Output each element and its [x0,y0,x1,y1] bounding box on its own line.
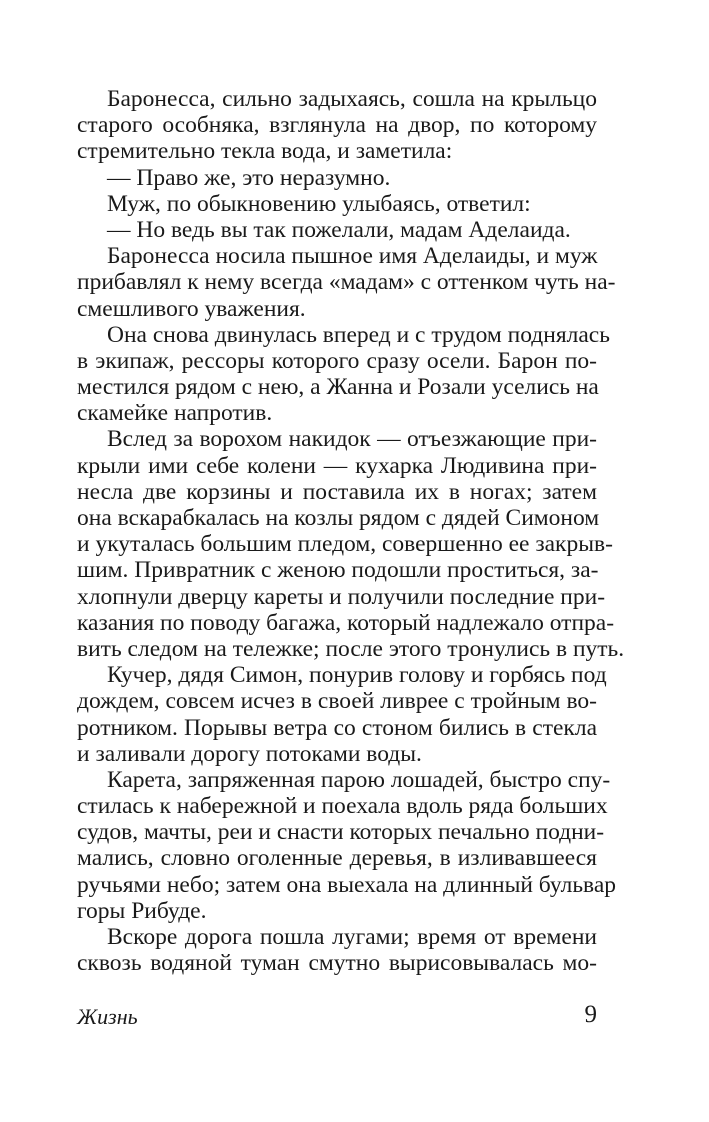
text-line: местился рядом с нею, а Жанна и Розали уселись на [77,374,599,401]
text-line: — Право же, это неразумно. [107,164,391,191]
paragraph [77,191,597,217]
text-line: Вскоре дорога пошла лугами; время от времени [107,924,597,950]
text-line: и укуталась большим пледом, совершенно ее закрыв- [77,531,613,558]
text-line: Кучер, дядя Симон, понурив голову и горбясь под [107,662,607,689]
paragraph [77,165,597,191]
paragraph [77,86,597,165]
text-line: сквозь водяной туман смутно вырисовывалась мо- [77,950,597,977]
text-line: казания по поводу багажа, который надлежало отпра- [77,609,615,636]
running-title: Жизнь [77,1004,138,1029]
text-line: смешливого уважения. [77,295,306,322]
paragraph [77,243,616,322]
text-line: скамейке напротив. [77,400,273,427]
text-line: в экипаж, рессоры которого сразу осели. Барон по- [77,347,597,374]
text-line: она вскарабкалась на козлы рядом с дядей Симоном [77,505,600,531]
text-line: хлопнули дверцу кареты и получили последние при- [77,583,606,610]
text-line: Баронесса, сильно задыхаясь, сошла на крыльцо [107,86,597,112]
text-line: Карета, запряженная парою лошадей, быстро спу- [107,766,611,793]
text-line: Муж, по обыкновению улыбаясь, ответил: [107,190,531,217]
text-line: крыли ими себе колени — кухарка Людивина при- [77,452,597,479]
text-line: дождем, совсем исчез в своей ливрее с тройным во- [77,688,597,715]
text-line: Она снова двинулась вперед и с трудом поднялась [107,321,610,348]
paragraph [77,321,610,427]
text-line: вить следом на тележке; после этого тронулись в путь. [77,635,625,662]
paragraph [77,924,597,976]
page-number: 9 [584,1001,597,1028]
text-line: — Но ведь вы так пожелали, мадам Аделаида. [107,216,571,243]
paragraph [77,426,625,662]
text-line: старого особняка, взглянула на двор, по которому [77,112,597,139]
paragraph [77,662,607,767]
text-line: и заливали дорогу потоками воды. [77,740,422,767]
text-line: ротником. Порывы ветра со стоном бились в стекла [77,714,597,741]
text-line: Вслед за ворохом накидок — отъезжающие при- [107,426,597,453]
text-line: горы Рибуде. [77,897,207,924]
text-line: стремительно текла вода, и заметила: [77,138,453,165]
paragraph [77,766,616,924]
paragraph [77,217,597,243]
body-text [77,86,625,977]
text-line: ручьями небо; затем она выехала на длинный бульвар [77,871,616,898]
page-footer [77,1001,597,1031]
text-line: стилась к набережной и поехала вдоль ряда больших [77,793,608,820]
text-line: судов, мачты, реи и снасти которых печально подни- [77,819,605,846]
text-line: Баронесса носила пышное имя Аделаиды, и муж [107,243,598,270]
text-line: мались, словно оголенные деревья, в изливавшееся [77,845,597,872]
text-line: шим. Привратник с женою подошли проститься, за- [77,557,599,584]
text-line: прибавлял к нему всегда «мадам» с оттенком чуть на- [77,269,616,296]
text-line: несла две корзины и поставила их в ногах; затем [77,478,597,505]
